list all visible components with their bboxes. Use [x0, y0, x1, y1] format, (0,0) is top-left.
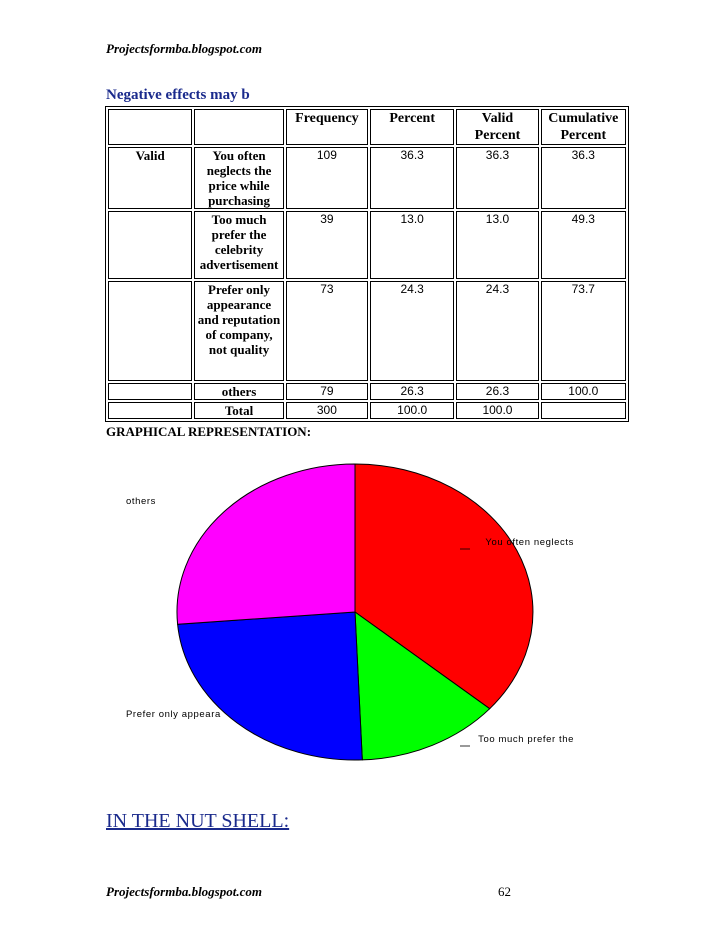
label-cell: others — [194, 383, 283, 400]
pie-slices — [177, 464, 533, 760]
cumulative-cell: 100.0 — [541, 383, 626, 400]
frequency-cell: 109 — [286, 147, 368, 209]
label-cell: You often neglects the price while purchasing — [194, 147, 283, 209]
valid-percent-cell: 36.3 — [456, 147, 538, 209]
label-cell: Too much prefer the celebrity advertisement — [194, 211, 283, 279]
valid-percent-cell: 24.3 — [456, 281, 538, 381]
page-number: 62 — [498, 884, 511, 899]
percent-cell: 13.0 — [370, 211, 454, 279]
cumulative-cell: 73.7 — [541, 281, 626, 381]
frequency-cell: 300 — [286, 402, 368, 419]
cumulative-cell: 49.3 — [541, 211, 626, 279]
cumulative-cell: 36.3 — [541, 147, 626, 209]
slice-prefer-only-appearance — [178, 612, 363, 760]
frequency-cell: 73 — [286, 281, 368, 381]
valid-percent-cell: 100.0 — [456, 402, 538, 419]
page-header: Projectsformba.blogspot.com — [106, 41, 262, 56]
valid-percent-cell: 26.3 — [456, 383, 538, 400]
label-cell: Prefer only appearance and reputation of company, not quality — [194, 281, 283, 381]
pie-label: Prefer only appeara — [126, 709, 221, 720]
table-title: Negative effects may b — [106, 87, 250, 103]
percent-cell: 36.3 — [370, 147, 454, 209]
header-cell: Frequency — [286, 109, 368, 145]
pie-label: others — [126, 496, 157, 507]
header-cell: Valid Percent — [456, 109, 538, 145]
percent-cell: 100.0 — [370, 402, 454, 419]
percent-cell: 26.3 — [370, 383, 454, 400]
pie-label: You often neglects — [485, 537, 574, 548]
section-heading: GRAPHICAL REPRESENTATION: — [106, 424, 312, 439]
page-footer: Projectsformba.blogspot.com — [106, 884, 262, 899]
valid-percent-cell: 13.0 — [456, 211, 538, 279]
frequency-cell: 79 — [286, 383, 368, 400]
label-cell: Total — [194, 402, 283, 419]
header-cell: Percent — [370, 109, 454, 145]
pie-label: Too much prefer the — [478, 734, 574, 745]
group-cell: Valid — [108, 147, 192, 209]
percent-cell: 24.3 — [370, 281, 454, 381]
frequency-cell: 39 — [286, 211, 368, 279]
nut-shell-heading: IN THE NUT SHELL: — [106, 810, 290, 832]
header-cell: Cumulative Percent — [541, 109, 626, 145]
slice-others — [177, 464, 355, 624]
